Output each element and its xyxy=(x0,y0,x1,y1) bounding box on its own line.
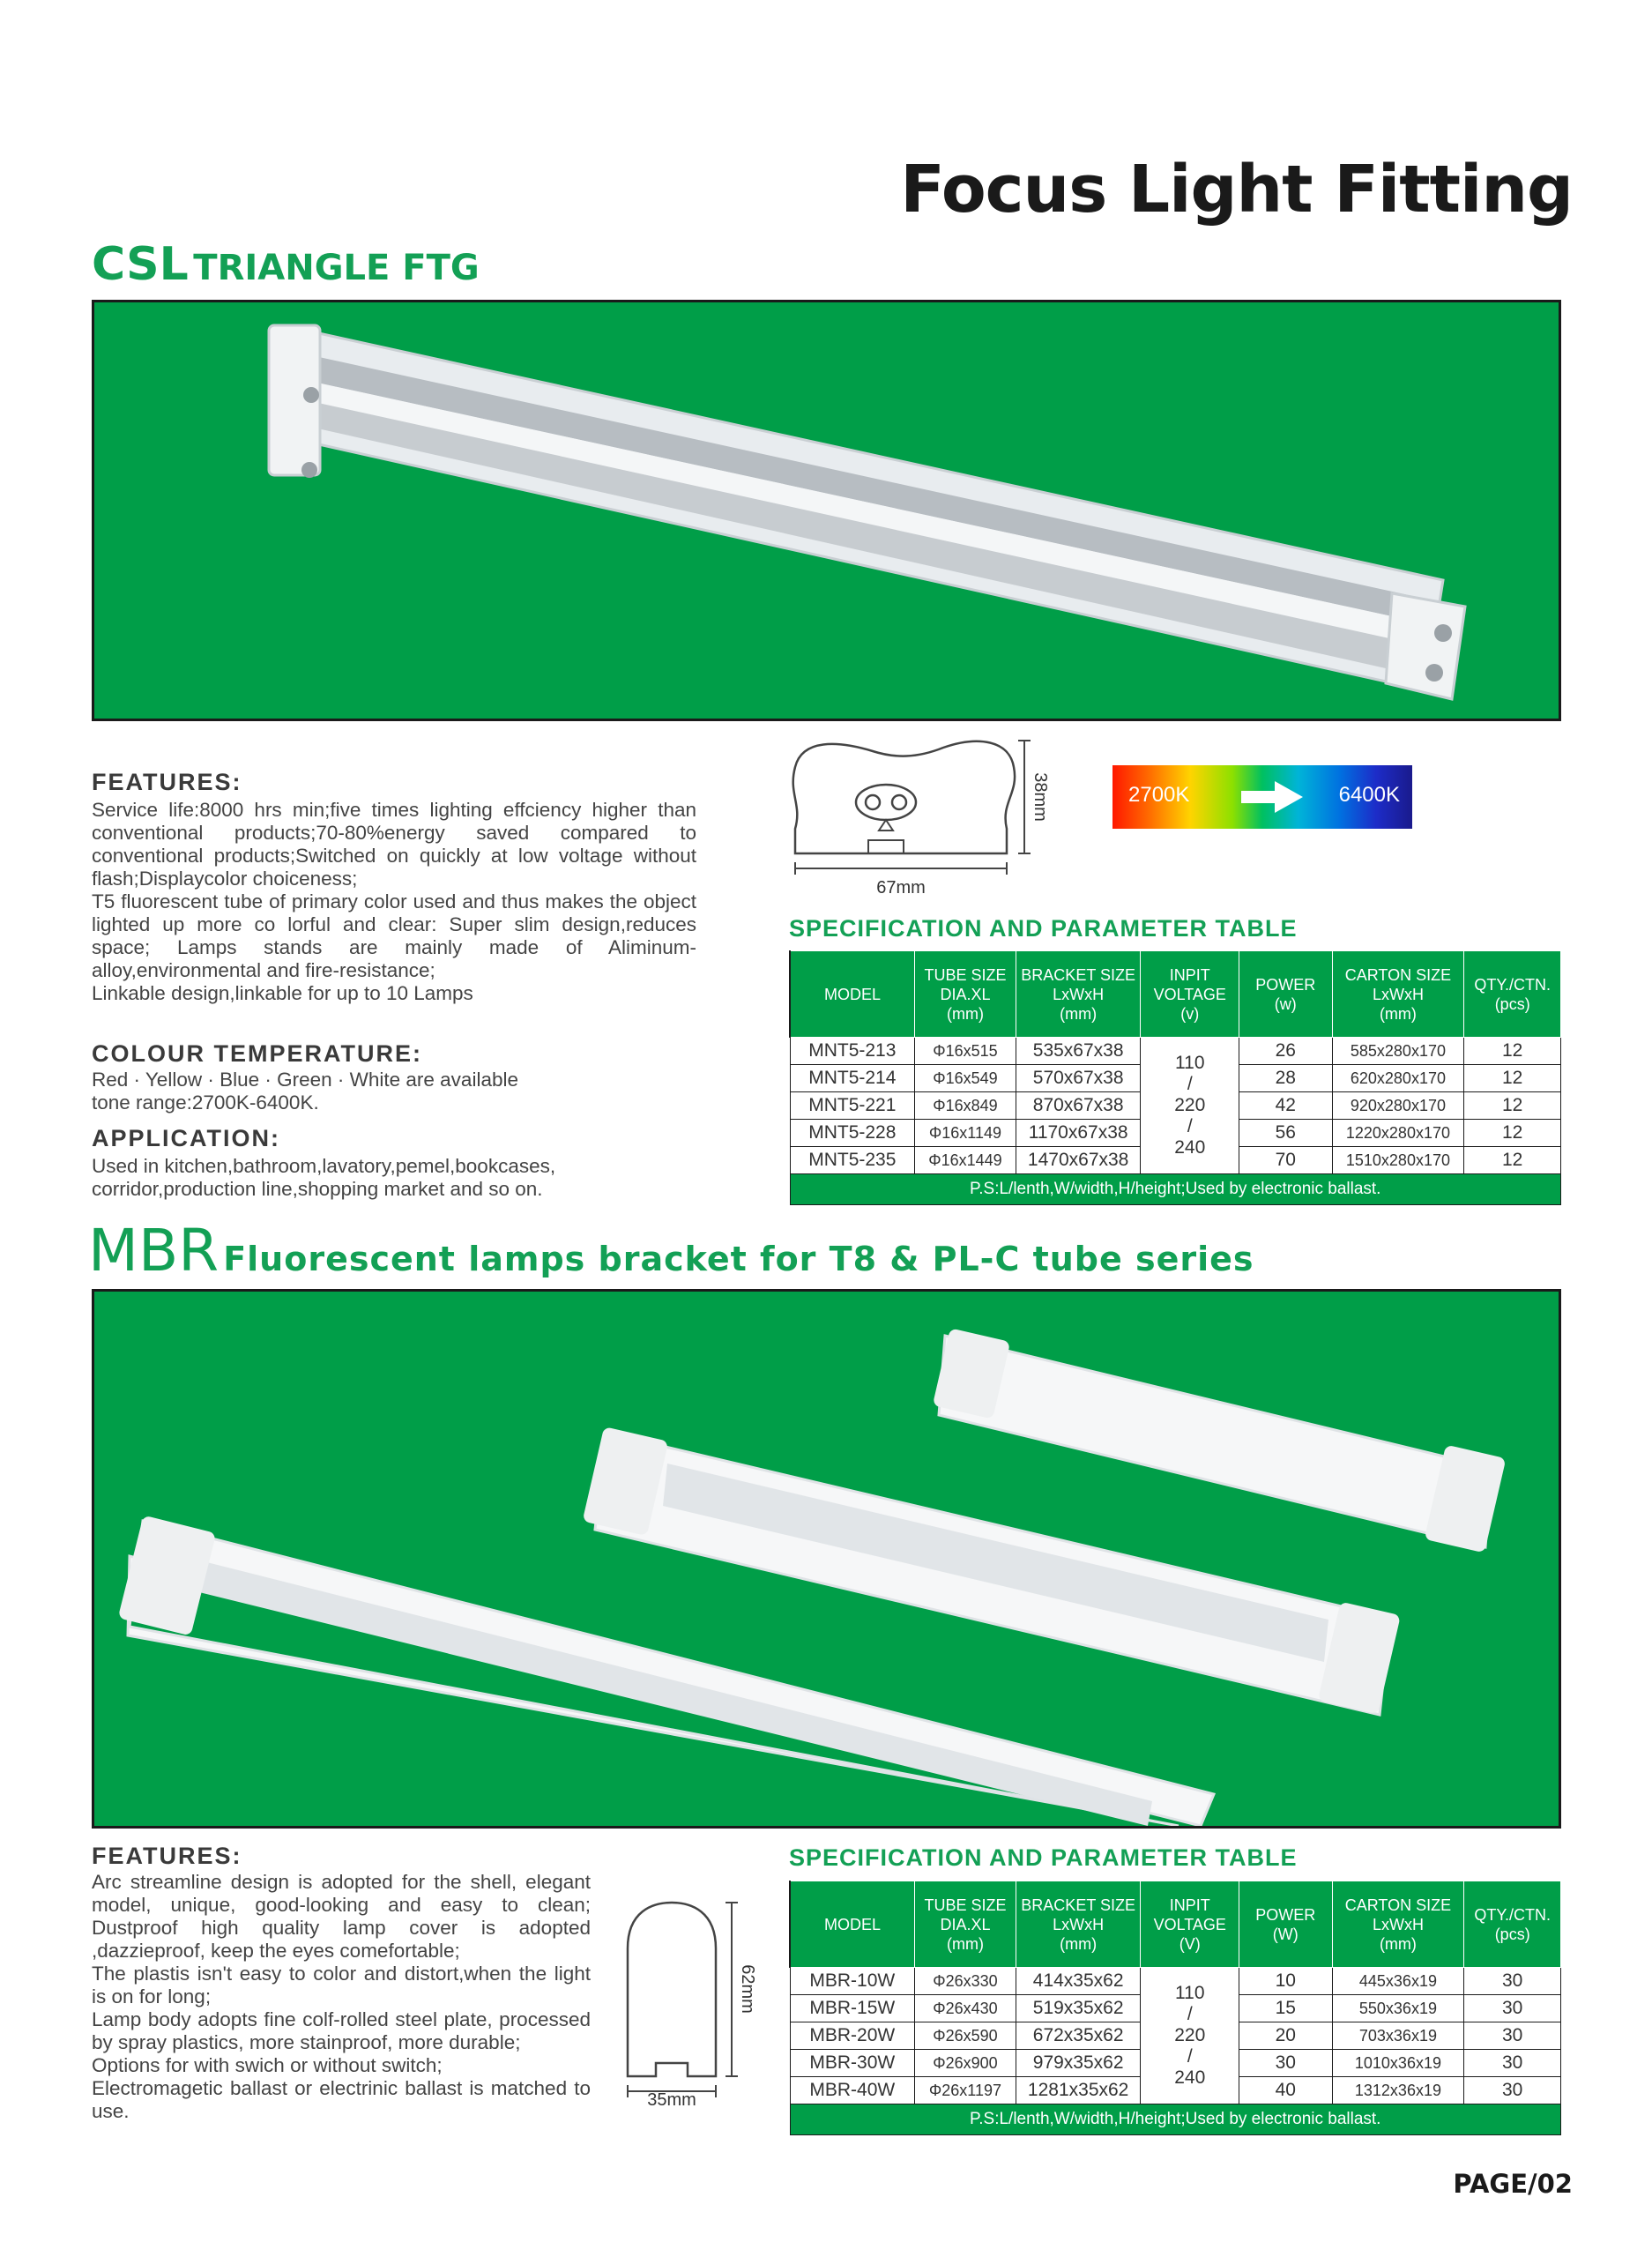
voltage-line: / xyxy=(1187,1116,1193,1136)
mbr-title-name: Fluorescent lamps bracket for T8 & PL-C tube series xyxy=(223,1240,1254,1278)
cell-qty: 30 xyxy=(1464,1995,1561,2022)
cell-bracket: 1170x67x38 xyxy=(1016,1120,1141,1147)
cell-power: 30 xyxy=(1239,2050,1332,2077)
cell-model: MBR-20W xyxy=(790,2022,915,2050)
header-qty xyxy=(1464,951,1561,1038)
header-carton-l1: CARTON SIZE xyxy=(1344,1896,1452,1914)
cell-model: MBR-15W xyxy=(790,1995,915,2022)
cell-carton: 620x280x170 xyxy=(1332,1065,1464,1092)
cell-carton: 445x36x19 xyxy=(1332,1968,1464,1995)
cell-model: MNT5-221 xyxy=(790,1092,915,1120)
csl-product-photo xyxy=(92,300,1561,721)
table-footnote: P.S:L/lenth,W/width,H/height;Used by electronic ballast. xyxy=(790,2104,1561,2135)
table-footnote-row xyxy=(790,1174,1561,1205)
header-tube-l2: DIA.XL xyxy=(940,985,991,1003)
csl-features-text xyxy=(92,799,696,1005)
table-header-row xyxy=(790,951,1561,1038)
cell-qty: 12 xyxy=(1464,1038,1561,1065)
header-power-l3: (w) xyxy=(1274,994,1297,1013)
page-number: PAGE/02 xyxy=(1453,2169,1573,2199)
header-carton-l3: (mm) xyxy=(1379,1934,1417,1953)
voltage-line: / xyxy=(1187,1074,1193,1094)
voltage-line: 220 xyxy=(1174,1095,1206,1115)
colour-temperature-gradient xyxy=(1112,765,1412,829)
cell-bracket: 414x35x62 xyxy=(1016,1968,1141,1995)
csl-feature-line: Linkable design,linkable for up to 10 Lamps xyxy=(92,982,473,1004)
header-bracket-size xyxy=(1016,951,1141,1038)
header-voltage-l2: VOLTAGE xyxy=(1153,1915,1226,1933)
header-carton-l1: CARTON SIZE xyxy=(1344,965,1452,984)
header-power xyxy=(1239,951,1332,1038)
header-qty xyxy=(1464,1881,1561,1968)
header-carton-size xyxy=(1332,951,1464,1038)
table-row xyxy=(790,1968,1561,1995)
header-model-l1: MODEL xyxy=(824,1915,882,1933)
header-tube-size xyxy=(915,1881,1016,1968)
csl-spec-table xyxy=(789,950,1561,1205)
cell-bracket: 535x67x38 xyxy=(1016,1038,1141,1065)
mbr-brackets-illustration xyxy=(94,1292,1559,1826)
cell-model: MBR-40W xyxy=(790,2077,915,2104)
cell-power: 42 xyxy=(1239,1092,1332,1120)
header-bracket-l2: LxWxH xyxy=(1053,985,1105,1003)
cell-qty: 12 xyxy=(1464,1120,1561,1147)
cell-qty: 30 xyxy=(1464,2077,1561,2104)
application-line: corridor,production line,shopping market and so on. xyxy=(92,1178,543,1200)
cell-carton: 1312x36x19 xyxy=(1332,2077,1464,2104)
cell-carton: 1010x36x19 xyxy=(1332,2050,1464,2077)
table-footnote-row xyxy=(790,2104,1561,2135)
cell-bracket: 870x67x38 xyxy=(1016,1092,1141,1120)
header-voltage xyxy=(1141,1881,1239,1968)
cell-carton: 585x280x170 xyxy=(1332,1038,1464,1065)
cell-model: MNT5-235 xyxy=(790,1147,915,1174)
cell-model: MNT5-214 xyxy=(790,1065,915,1092)
header-bracket-l3: (mm) xyxy=(1060,1934,1098,1953)
ct-low-label: 2700K xyxy=(1128,783,1190,807)
header-voltage-l1: INPIT xyxy=(1169,965,1210,984)
csl-dim-width: 67mm xyxy=(876,878,926,898)
cell-bracket: 672x35x62 xyxy=(1016,2022,1141,2050)
mbr-dim-width: 35mm xyxy=(647,2090,696,2107)
csl-feature-line: T5 fluorescent tube of primary color used and thus makes the object lighted up more co lorful and clear: Super slim design,reduces space; Lamps stands are mainly made of Aliminum-alloy,environmental and fire-resistance; xyxy=(92,890,696,981)
cell-power: 70 xyxy=(1239,1147,1332,1174)
header-carton-l2: LxWxH xyxy=(1372,985,1424,1003)
cell-tube: Φ26x590 xyxy=(915,2022,1016,2050)
mbr-profile-drawing xyxy=(617,1896,767,2107)
header-model xyxy=(790,951,915,1038)
cell-bracket: 1281x35x62 xyxy=(1016,2077,1141,2104)
cell-model: MNT5-228 xyxy=(790,1120,915,1147)
header-tube-l2: DIA.XL xyxy=(940,1915,991,1933)
ct-high-label: 6400K xyxy=(1338,783,1400,807)
mbr-feature-line: Electromagetic ballast or electrinic ballast is matched to use. xyxy=(92,2077,591,2122)
cell-bracket: 979x35x62 xyxy=(1016,2050,1141,2077)
csl-title-code: CSL xyxy=(92,238,189,291)
cell-power: 20 xyxy=(1239,2022,1332,2050)
cell-qty: 30 xyxy=(1464,2050,1561,2077)
cell-model: MNT5-213 xyxy=(790,1038,915,1065)
mbr-features-text xyxy=(92,1871,591,2123)
header-bracket-size xyxy=(1016,1881,1141,1968)
cell-bracket: 570x67x38 xyxy=(1016,1065,1141,1092)
cell-power: 56 xyxy=(1239,1120,1332,1147)
csl-feature-line: Service life:8000 hrs min;five times lighting effciency higher than conventional products;70-80%energy saved compared to conventional products;Switched on quickly at low voltage without flash;Displaycolor choiceness; xyxy=(92,799,696,890)
colour-line: Red · Yellow · Blue · Green · White are available xyxy=(92,1069,518,1091)
cell-carton: 550x36x19 xyxy=(1332,1995,1464,2022)
mbr-title-code: MBR xyxy=(88,1217,220,1285)
mbr-spec-table xyxy=(789,1881,1561,2135)
header-tube-size xyxy=(915,951,1016,1038)
arrow-right-icon xyxy=(1241,781,1303,813)
header-tube-l1: TUBE SIZE xyxy=(924,1896,1007,1914)
cell-qty: 12 xyxy=(1464,1092,1561,1120)
application-line: Used in kitchen,bathroom,lavatory,pemel,bookcases, xyxy=(92,1155,556,1177)
header-carton-l3: (mm) xyxy=(1379,1004,1417,1023)
header-voltage-l3: (V) xyxy=(1179,1934,1201,1953)
cell-tube: Φ16x1449 xyxy=(915,1147,1016,1174)
mbr-section-title xyxy=(88,1217,1254,1285)
cell-power: 28 xyxy=(1239,1065,1332,1092)
cell-carton: 1220x280x170 xyxy=(1332,1120,1464,1147)
colour-temperature-text xyxy=(92,1069,696,1114)
voltage-line: 110 xyxy=(1175,1983,1205,2003)
page-title: Focus Light Fitting xyxy=(900,152,1573,227)
header-qty-l3: (pcs) xyxy=(1494,994,1530,1013)
application-heading: APPLICATION: xyxy=(92,1125,280,1151)
header-bracket-l1: BRACKET SIZE xyxy=(1021,965,1135,984)
header-power-l1: POWER xyxy=(1255,1905,1316,1924)
header-tube-l1: TUBE SIZE xyxy=(924,965,1007,984)
voltage-line: 220 xyxy=(1174,2025,1206,2045)
header-qty-l1: QTY./CTN. xyxy=(1474,1905,1552,1924)
cell-tube: Φ26x900 xyxy=(915,2050,1016,2077)
cell-carton: 920x280x170 xyxy=(1332,1092,1464,1120)
colour-temperature-heading: COLOUR TEMPERATURE: xyxy=(92,1040,422,1067)
header-tube-l3: (mm) xyxy=(946,1934,984,1953)
cell-qty: 12 xyxy=(1464,1147,1561,1174)
cell-tube: Φ16x549 xyxy=(915,1065,1016,1092)
mbr-feature-line: The plastis isn't easy to color and distort,when the light is on for long; xyxy=(92,1963,591,2007)
cell-model: MBR-30W xyxy=(790,2050,915,2077)
header-model xyxy=(790,1881,915,1968)
header-power-l1: POWER xyxy=(1255,975,1316,994)
header-power-l3: (W) xyxy=(1272,1925,1299,1943)
voltage-line: 240 xyxy=(1174,2067,1206,2088)
csl-title-name: TRIANGLE FTG xyxy=(193,248,480,288)
header-bracket-l1: BRACKET SIZE xyxy=(1021,1896,1135,1914)
csl-dim-height: 38mm xyxy=(1031,772,1050,822)
voltage-line: 110 xyxy=(1175,1053,1205,1073)
cell-voltage xyxy=(1141,1038,1239,1174)
cell-qty: 12 xyxy=(1464,1065,1561,1092)
cell-qty: 30 xyxy=(1464,1968,1561,1995)
voltage-line: 240 xyxy=(1174,1137,1206,1158)
header-model-l1: MODEL xyxy=(824,985,882,1003)
application-text xyxy=(92,1155,696,1201)
voltage-line: / xyxy=(1187,2004,1193,2024)
cell-tube: Φ26x330 xyxy=(915,1968,1016,1995)
header-voltage-l3: (v) xyxy=(1180,1004,1200,1023)
csl-features-heading: FEATURES: xyxy=(92,769,242,795)
csl-spec-title: SPECIFICATION AND PARAMETER TABLE xyxy=(789,915,1298,942)
mbr-dim-height: 62mm xyxy=(738,1964,757,2014)
header-voltage-l1: INPIT xyxy=(1169,1896,1210,1914)
cell-bracket: 1470x67x38 xyxy=(1016,1147,1141,1174)
table-header-row xyxy=(790,1881,1561,1968)
mbr-feature-line: Options for with swich or without switch; xyxy=(92,2054,443,2076)
cell-model: MBR-10W xyxy=(790,1968,915,1995)
cell-tube: Φ16x515 xyxy=(915,1038,1016,1065)
csl-profile-drawing xyxy=(776,732,1058,899)
header-voltage xyxy=(1141,951,1239,1038)
voltage-line: / xyxy=(1187,2046,1193,2067)
mbr-product-photo xyxy=(92,1289,1561,1829)
header-bracket-l3: (mm) xyxy=(1060,1004,1098,1023)
colour-line: tone range:2700K-6400K. xyxy=(92,1091,319,1114)
cell-power: 15 xyxy=(1239,1995,1332,2022)
header-carton-size xyxy=(1332,1881,1464,1968)
cell-qty: 30 xyxy=(1464,2022,1561,2050)
header-bracket-l2: LxWxH xyxy=(1053,1915,1105,1933)
csl-fitting-illustration xyxy=(94,302,1559,719)
cell-power: 26 xyxy=(1239,1038,1332,1065)
header-tube-l3: (mm) xyxy=(946,1004,984,1023)
header-qty-l3: (pcs) xyxy=(1494,1925,1530,1943)
cell-tube: Φ16x1149 xyxy=(915,1120,1016,1147)
cell-bracket: 519x35x62 xyxy=(1016,1995,1141,2022)
cell-tube: Φ26x430 xyxy=(915,1995,1016,2022)
table-row xyxy=(790,1038,1561,1065)
cell-voltage xyxy=(1141,1968,1239,2104)
header-power xyxy=(1239,1881,1332,1968)
header-carton-l2: LxWxH xyxy=(1372,1915,1424,1933)
csl-section-title xyxy=(92,238,480,291)
cell-carton: 703x36x19 xyxy=(1332,2022,1464,2050)
table-footnote: P.S:L/lenth,W/width,H/height;Used by electronic ballast. xyxy=(790,1174,1561,1205)
cell-carton: 1510x280x170 xyxy=(1332,1147,1464,1174)
mbr-spec-title: SPECIFICATION AND PARAMETER TABLE xyxy=(789,1844,1298,1871)
cell-tube: Φ26x1197 xyxy=(915,2077,1016,2104)
header-voltage-l2: VOLTAGE xyxy=(1153,985,1226,1003)
cell-tube: Φ16x849 xyxy=(915,1092,1016,1120)
mbr-features-heading: FEATURES: xyxy=(92,1843,242,1869)
cell-power: 10 xyxy=(1239,1968,1332,1995)
mbr-feature-line: Lamp body adopts fine colf-rolled steel plate, processed by spray plastics, more stainproof, more durable; xyxy=(92,2008,591,2053)
header-qty-l1: QTY./CTN. xyxy=(1474,975,1552,994)
mbr-feature-line: Arc streamline design is adopted for the shell, elegant model, unique, good-looking and easy to clean; Dustproof high quality lamp cover is adopted ,dazzieproof, keep the eyes comefortable; xyxy=(92,1871,591,1962)
cell-power: 40 xyxy=(1239,2077,1332,2104)
